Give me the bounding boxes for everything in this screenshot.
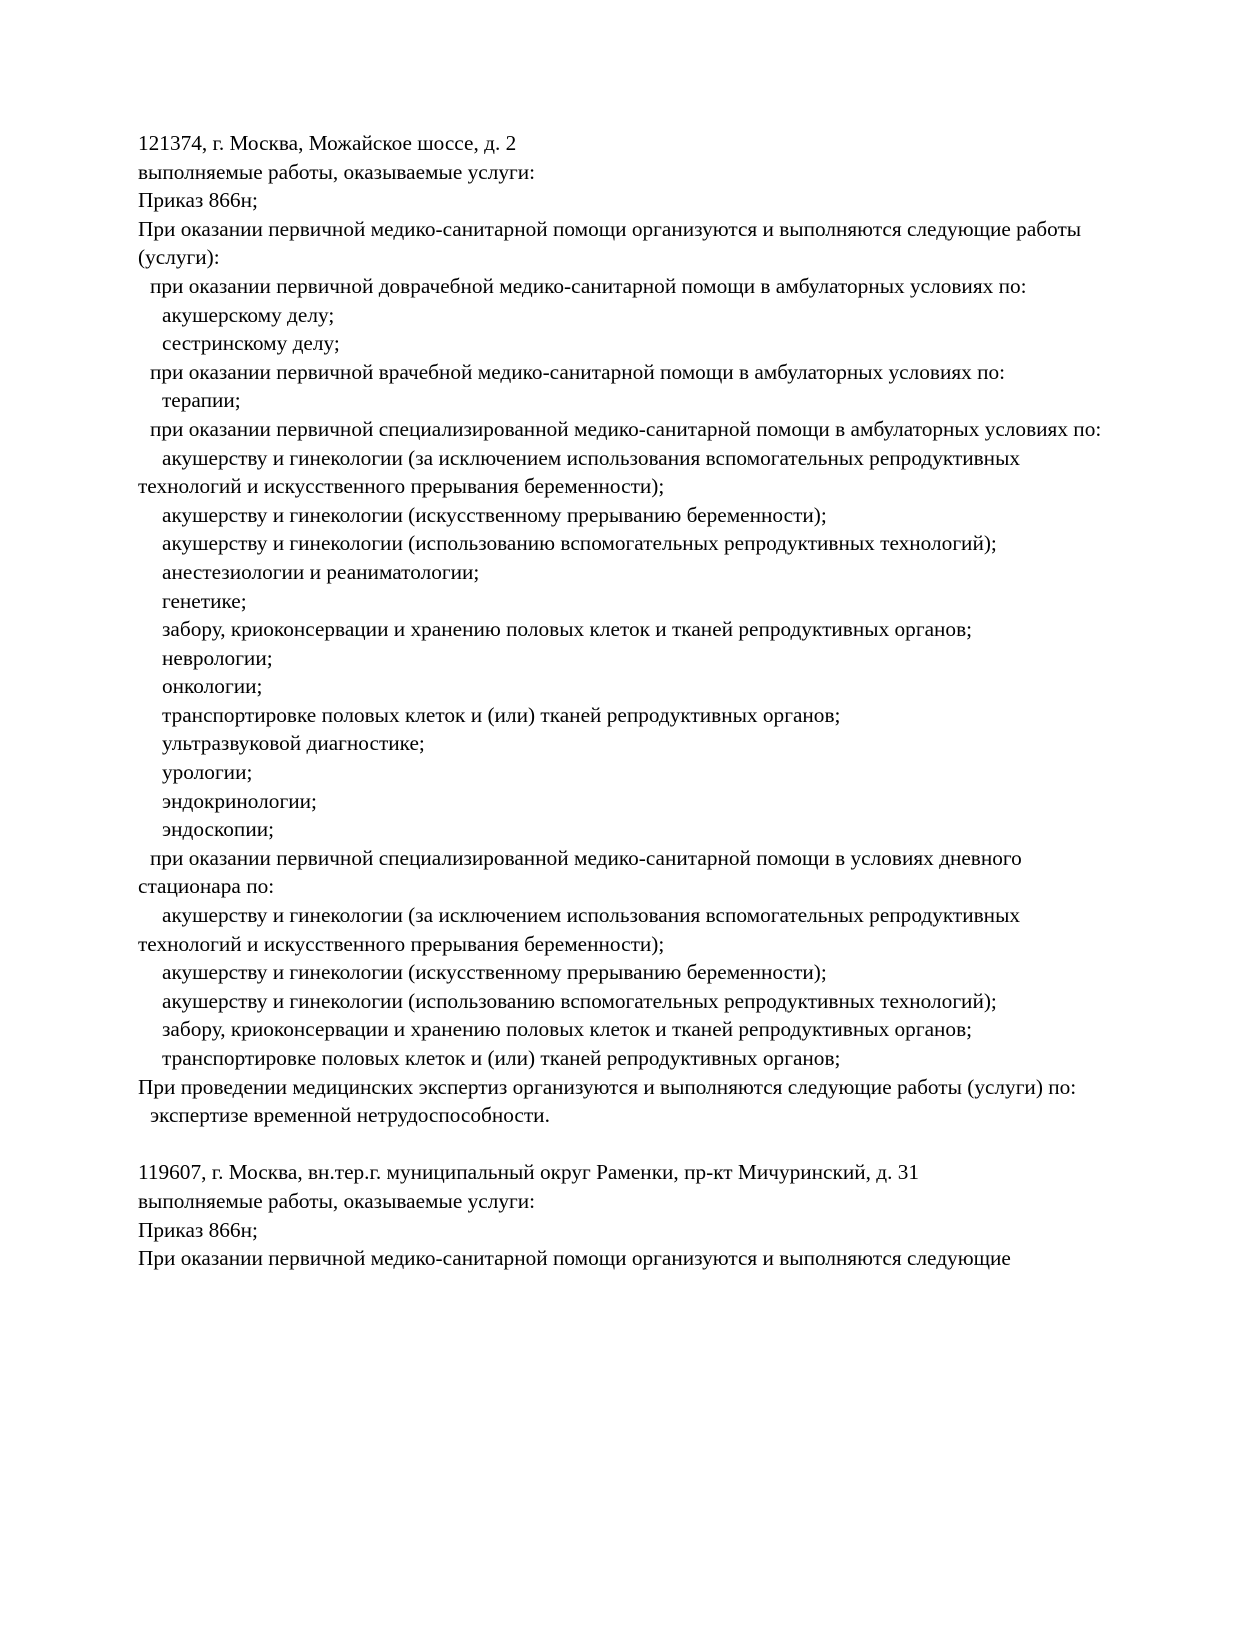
list-item: акушерству и гинекологии (за исключением использования вспомогательных репродуктивных технологий и искусственного прерывания беременности); (138, 903, 1026, 956)
group-title: при оказании первичной доврачебной медико-санитарной помощи в амбулаторных условиях по: (150, 273, 1027, 298)
list-item: неврологии; (162, 645, 273, 670)
list-item: акушерскому делу; (162, 302, 335, 327)
list-item: транспортировке половых клеток и (или) тканей репродуктивных органов; (162, 1046, 841, 1070)
list-item: забору, криоконсервации и хранению половых клеток и тканей репродуктивных органов; (162, 617, 973, 642)
order-reference: Приказ 866н; (138, 1217, 258, 1242)
list-item: акушерству и гинекологии (искусственному прерыванию беременности); (162, 960, 827, 985)
list-item: эндокринологии; (162, 788, 317, 813)
list-item: акушерству и гинекологии (использованию вспомогательных репродуктивных технологий); (162, 988, 997, 1013)
list-item: акушерству и гинекологии (использованию вспомогательных репродуктивных технологий); (162, 531, 997, 556)
list-item: эндоскопии; (162, 817, 275, 842)
address: 119607, г. Москва, вн.тер.г. муниципальный округ Раменки, пр-кт Мичуринский, д. 31 (138, 1160, 920, 1185)
intro-paragraph: При оказании первичной медико-санитарной помощи организуются и выполняются следующие (138, 1246, 1011, 1271)
group-title: при оказании первичной специализированной медико-санитарной помощи в условиях дневного стационара по: (138, 845, 1028, 899)
list-item: акушерству и гинекологии (искусственному прерыванию беременности); (162, 502, 827, 527)
list-item: экспертизе временной нетрудоспособности. (150, 1103, 550, 1128)
group-title: при оказании первичной врачебной медико-санитарной помощи в амбулаторных условиях по: (150, 359, 1006, 384)
list-item: генетике; (162, 588, 247, 613)
list-item: акушерству и гинекологии (за исключением использования вспомогательных репродуктивных технологий и искусственного прерывания беременности); (138, 445, 1026, 499)
list-item: онкологии; (162, 674, 263, 699)
section-1 (138, 129, 1128, 1130)
list-item: забору, криоконсервации и хранению половых клеток и тканей репродуктивных органов; (162, 1017, 973, 1042)
document-page (138, 129, 1128, 1273)
list-item: транспортировке половых клеток и (или) тканей репродуктивных органов; (162, 702, 841, 727)
expertise-intro: При проведении медицинских экспертиз организуются и выполняются следующие работы (услуги) по: (138, 1074, 1077, 1099)
list-item: анестезиологии и реаниматологии; (162, 559, 480, 584)
group-title: при оказании первичной специализированной медико-санитарной помощи в амбулаторных условиях по: (150, 416, 1102, 441)
section-divider (138, 1130, 1128, 1159)
intro-paragraph: При оказании первичной медико-санитарной помощи организуются и выполняются следующие работы (услуги): (138, 216, 1087, 270)
list-item: сестринскому делу; (162, 331, 340, 356)
list-item: терапии; (162, 388, 241, 413)
works-label: выполняемые работы, оказываемые услуги: (138, 159, 536, 184)
address: 121374, г. Москва, Можайское шоссе, д. 2 (138, 131, 517, 155)
list-item: урологии; (162, 760, 253, 785)
works-label: выполняемые работы, оказываемые услуги: (138, 1188, 536, 1213)
section-2 (138, 1158, 1128, 1272)
list-item: ультразвуковой диагностике; (162, 731, 425, 756)
order-reference: Приказ 866н; (138, 188, 258, 213)
